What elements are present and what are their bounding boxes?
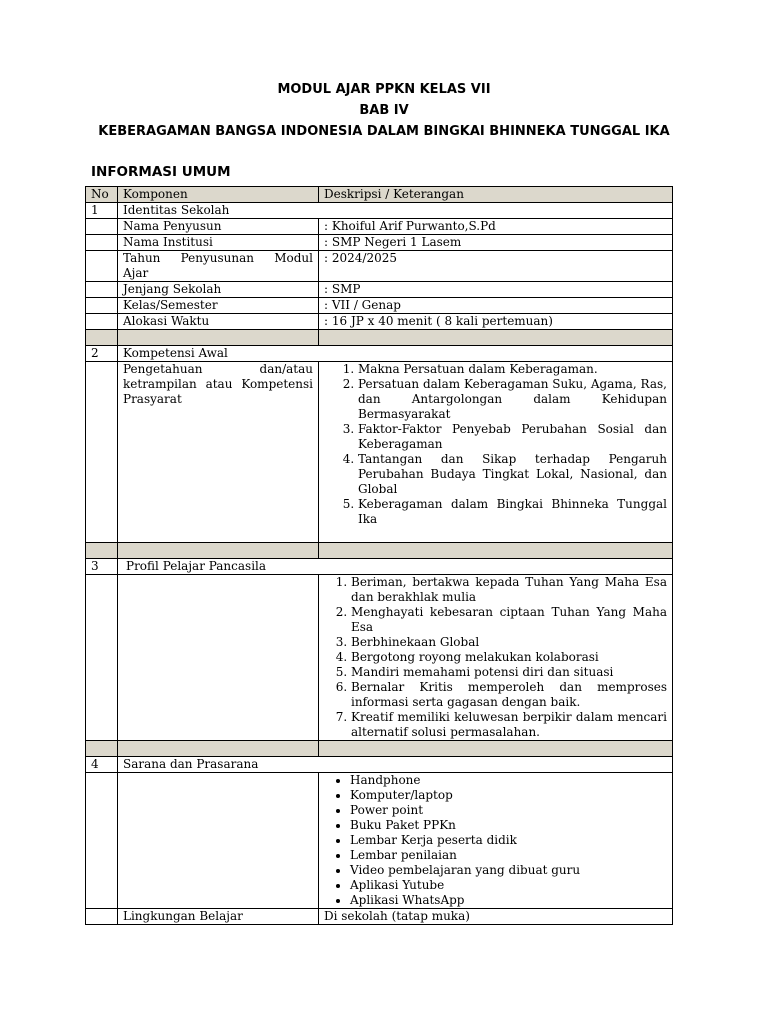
- section-heading: INFORMASI UMUM: [91, 164, 231, 180]
- section-label: Kompetensi Awal: [118, 346, 673, 362]
- section-label: Sarana dan Prasarana: [118, 757, 673, 773]
- komponen-cell: Jenjang Sekolah: [118, 282, 319, 298]
- komponen-cell: Pengetahuan dan/atau ketrampilan atau Kompetensi Prasyarat: [118, 362, 319, 543]
- title-line-1: MODUL AJAR PPKN KELAS VII: [277, 82, 491, 97]
- table-row: [86, 559, 673, 575]
- table-row: [86, 909, 673, 925]
- deskripsi-cell: : 2024/2025: [319, 251, 673, 282]
- list-item: 2. Persatuan dalam Keberagaman Suku, Agama, Ras, dan Antargolongan dalam Kehidupan Bermasyarakat: [358, 377, 667, 422]
- row-number: 1: [86, 203, 118, 219]
- deskripsi-cell: : 16 JP x 40 menit ( 8 kali pertemuan): [319, 314, 673, 330]
- list-item: 5. Mandiri memahami potensi diri dan situasi: [351, 665, 667, 680]
- list-item: • Handphone: [350, 773, 667, 788]
- table-row: [86, 203, 673, 219]
- list-item: 5. Keberagaman dalam Bingkai Bhinneka Tunggal Ika: [358, 497, 667, 527]
- deskripsi-cell: Di sekolah (tatap muka): [319, 909, 673, 925]
- deskripsi-cell: : VII / Genap: [319, 298, 673, 314]
- komponen-line: Tahun Penyusunan Modul: [123, 251, 313, 265]
- list-item: • Aplikasi WhatsApp: [350, 893, 667, 908]
- komponen-line: Ajar: [123, 266, 149, 280]
- list-item: • Lembar penilaian: [350, 848, 667, 863]
- row-number: 4: [86, 757, 118, 773]
- document-title: [0, 79, 768, 142]
- deskripsi-cell: : SMP: [319, 282, 673, 298]
- list-item: • Komputer/laptop: [350, 788, 667, 803]
- header-komponen: Komponen: [118, 187, 319, 203]
- list-item: • Video pembelajaran yang dibuat guru: [350, 863, 667, 878]
- list-item: 6. Bernalar Kritis memperoleh dan memproses informasi serta gagasan dengan baik.: [351, 680, 667, 710]
- deskripsi-cell: [319, 362, 673, 543]
- table-row: [86, 757, 673, 773]
- table-row: [86, 362, 673, 543]
- list-item: 3. Faktor-Faktor Penyebab Perubahan Sosial dan Keberagaman: [358, 422, 667, 452]
- komponen-cell: Nama Institusi: [118, 235, 319, 251]
- table-row: [86, 219, 673, 235]
- title-line-2: BAB IV: [359, 103, 409, 118]
- sarana-list: [324, 773, 667, 908]
- komponen-cell: Nama Penyusun: [118, 219, 319, 235]
- row-number: 3: [86, 559, 118, 575]
- profil-list: [324, 575, 667, 740]
- list-item: 1. Beriman, bertakwa kepada Tuhan Yang Maha Esa dan berakhlak mulia: [351, 575, 667, 605]
- list-item: • Lembar Kerja peserta didik: [350, 833, 667, 848]
- komponen-cell: Lingkungan Belajar: [118, 909, 319, 925]
- table-row: [86, 235, 673, 251]
- section-label: Identitas Sekolah: [118, 203, 673, 219]
- list-item: 3. Berbhinekaan Global: [351, 635, 667, 650]
- title-line-3: KEBERAGAMAN BANGSA INDONESIA DALAM BINGKAI BHINNEKA TUNGGAL IKA: [98, 124, 670, 139]
- spacer-row: [86, 741, 673, 757]
- list-item: 4. Bergotong royong melakukan kolaborasi: [351, 650, 667, 665]
- komponen-cell: Alokasi Waktu: [118, 314, 319, 330]
- section-label: Profil Pelajar Pancasila: [118, 559, 673, 575]
- table-row: [86, 346, 673, 362]
- table-row: [86, 282, 673, 298]
- table-row: [86, 575, 673, 741]
- header-deskripsi: Deskripsi / Keterangan: [319, 187, 673, 203]
- table-header-row: [86, 187, 673, 203]
- deskripsi-cell: [319, 575, 673, 741]
- spacer-row: [86, 543, 673, 559]
- row-number: 2: [86, 346, 118, 362]
- list-item: • Buku Paket PPKn: [350, 818, 667, 833]
- komponen-cell: Kelas/Semester: [118, 298, 319, 314]
- deskripsi-cell: [319, 773, 673, 909]
- list-item: 2. Menghayati kebesaran ciptaan Tuhan Yang Maha Esa: [351, 605, 667, 635]
- list-item: 4. Tantangan dan Sikap terhadap Pengaruh Perubahan Budaya Tingkat Lokal, Nasional, dan Global: [358, 452, 667, 497]
- list-item: • Power point: [350, 803, 667, 818]
- deskripsi-cell: : SMP Negeri 1 Lasem: [319, 235, 673, 251]
- table-row: [86, 298, 673, 314]
- kompetensi-list: [324, 362, 667, 527]
- header-no: No: [86, 187, 118, 203]
- spacer-row: [86, 330, 673, 346]
- informasi-umum-table: [85, 186, 673, 925]
- komponen-cell: [118, 251, 319, 282]
- list-item: 1. Makna Persatuan dalam Keberagaman.: [358, 362, 667, 377]
- table-row: [86, 773, 673, 909]
- list-item: 7. Kreatif memiliki keluwesan berpikir dalam mencari alternatif solusi permasalahan.: [351, 710, 667, 740]
- list-item: • Aplikasi Yutube: [350, 878, 667, 893]
- table-row: [86, 314, 673, 330]
- table-row: [86, 251, 673, 282]
- deskripsi-cell: : Khoiful Arif Purwanto,S.Pd: [319, 219, 673, 235]
